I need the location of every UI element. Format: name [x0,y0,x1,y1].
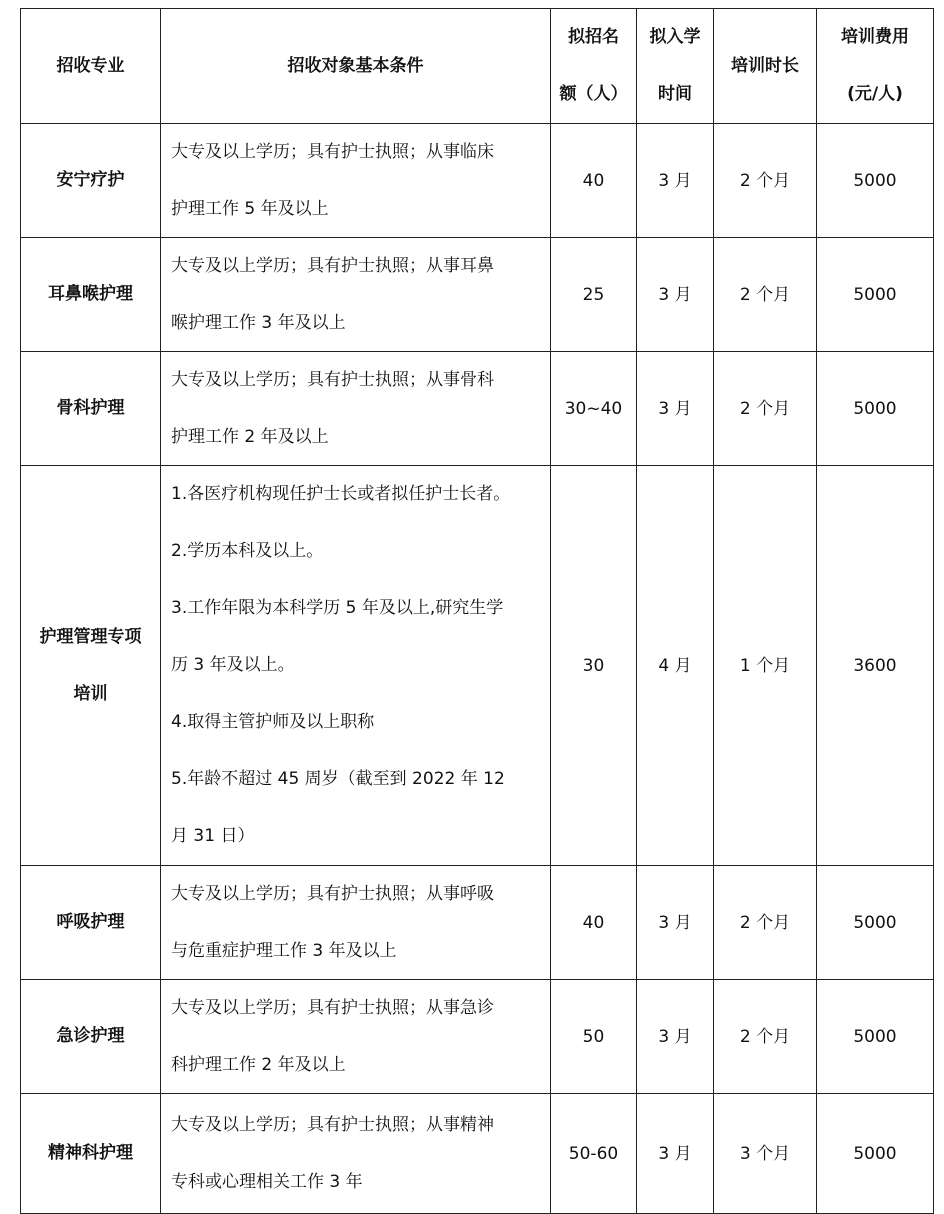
fee-cell: 3600 [817,466,934,866]
header-conditions: 招收对象基本条件 [161,9,551,124]
header-major: 招收专业 [21,9,161,124]
header-start-line: 拟入学 [649,27,701,47]
conditions-cell [161,466,551,866]
major-line: 呼吸护理 [56,912,125,932]
condition-line: 大专及以上学历；具有护士执照；从事呼吸 [171,884,494,904]
header-fee [817,9,934,124]
duration-cell: 1 个月 [714,466,817,866]
quota-cell: 40 [551,866,637,980]
major-line: 培训 [73,683,108,704]
start-cell: 4 月 [637,466,714,866]
fee-cell: 5000 [817,238,934,352]
major-line: 安宁疗护 [56,170,125,190]
conditions-cell [161,238,551,352]
quota-cell: 50 [551,980,637,1094]
major-cell [21,124,161,238]
condition-line: 1.各医疗机构现任护士长或者拟任护士长者。 [171,484,511,504]
quota-cell: 30~40 [551,352,637,466]
table-row [21,238,934,352]
major-line: 精神科护理 [48,1143,133,1163]
condition-line: 大专及以上学历；具有护士执照；从事精神 [171,1115,494,1135]
major-line: 急诊护理 [56,1026,125,1046]
condition-line: 2.学历本科及以上。 [171,541,324,561]
table-row [21,866,934,980]
table-row [21,352,934,466]
header-fee-line: (元/人) [847,84,903,104]
condition-line: 大专及以上学历；具有护士执照；从事骨科 [171,370,494,390]
major-line: 耳鼻喉护理 [48,284,133,304]
start-cell: 3 月 [637,124,714,238]
fee-cell: 5000 [817,1094,934,1214]
condition-line: 大专及以上学历；具有护士执照；从事急诊 [171,998,494,1018]
fee-cell: 5000 [817,124,934,238]
condition-line: 护理工作 2 年及以上 [171,426,329,447]
major-cell [21,238,161,352]
training-table [20,8,934,1214]
major-line: 骨科护理 [56,398,125,418]
condition-line: 专科或心理相关工作 3 年 [171,1171,363,1192]
condition-line: 5.年龄不超过 45 周岁（截至到 2022 年 12 [171,769,505,789]
duration-cell: 2 个月 [714,352,817,466]
major-cell [21,980,161,1094]
header-duration: 培训时长 [714,9,817,124]
condition-line: 科护理工作 2 年及以上 [171,1054,346,1075]
major-cell [21,466,161,866]
major-cell [21,866,161,980]
header-start-line: 时间 [658,84,692,104]
fee-cell: 5000 [817,352,934,466]
table-row [21,980,934,1094]
duration-cell: 2 个月 [714,866,817,980]
start-cell: 3 月 [637,238,714,352]
condition-line: 月 31 日） [171,826,255,846]
header-fee-line: 培训费用 [841,27,909,47]
header-quota-line: 拟招名 [568,27,619,47]
start-cell: 3 月 [637,866,714,980]
header-quota-line: 额（人） [559,84,628,104]
condition-line: 3.工作年限为本科学历 5 年及以上,研究生学 [171,598,504,618]
duration-cell: 3 个月 [714,1094,817,1214]
conditions-cell [161,866,551,980]
conditions-cell [161,980,551,1094]
condition-line: 护理工作 5 年及以上 [171,198,329,219]
start-cell: 3 月 [637,1094,714,1214]
start-cell: 3 月 [637,980,714,1094]
start-cell: 3 月 [637,352,714,466]
quota-cell: 40 [551,124,637,238]
fee-cell: 5000 [817,866,934,980]
conditions-cell [161,124,551,238]
table-row [21,466,934,866]
duration-cell: 2 个月 [714,980,817,1094]
condition-line: 历 3 年及以上。 [171,655,295,675]
condition-line: 喉护理工作 3 年及以上 [171,312,346,333]
header-row [21,9,934,124]
conditions-cell [161,352,551,466]
condition-line: 与危重症护理工作 3 年及以上 [171,940,397,961]
condition-line: 4.取得主管护师及以上职称 [171,712,375,732]
quota-cell: 50-60 [551,1094,637,1214]
major-cell [21,352,161,466]
condition-line: 大专及以上学历；具有护士执照；从事耳鼻 [171,256,494,276]
header-quota [551,9,637,124]
duration-cell: 2 个月 [714,238,817,352]
major-line: 护理管理专项 [39,626,142,647]
fee-cell: 5000 [817,980,934,1094]
quota-cell: 25 [551,238,637,352]
duration-cell: 2 个月 [714,124,817,238]
header-start [637,9,714,124]
table-row [21,124,934,238]
quota-cell: 30 [551,466,637,866]
condition-line: 大专及以上学历；具有护士执照；从事临床 [171,142,494,162]
